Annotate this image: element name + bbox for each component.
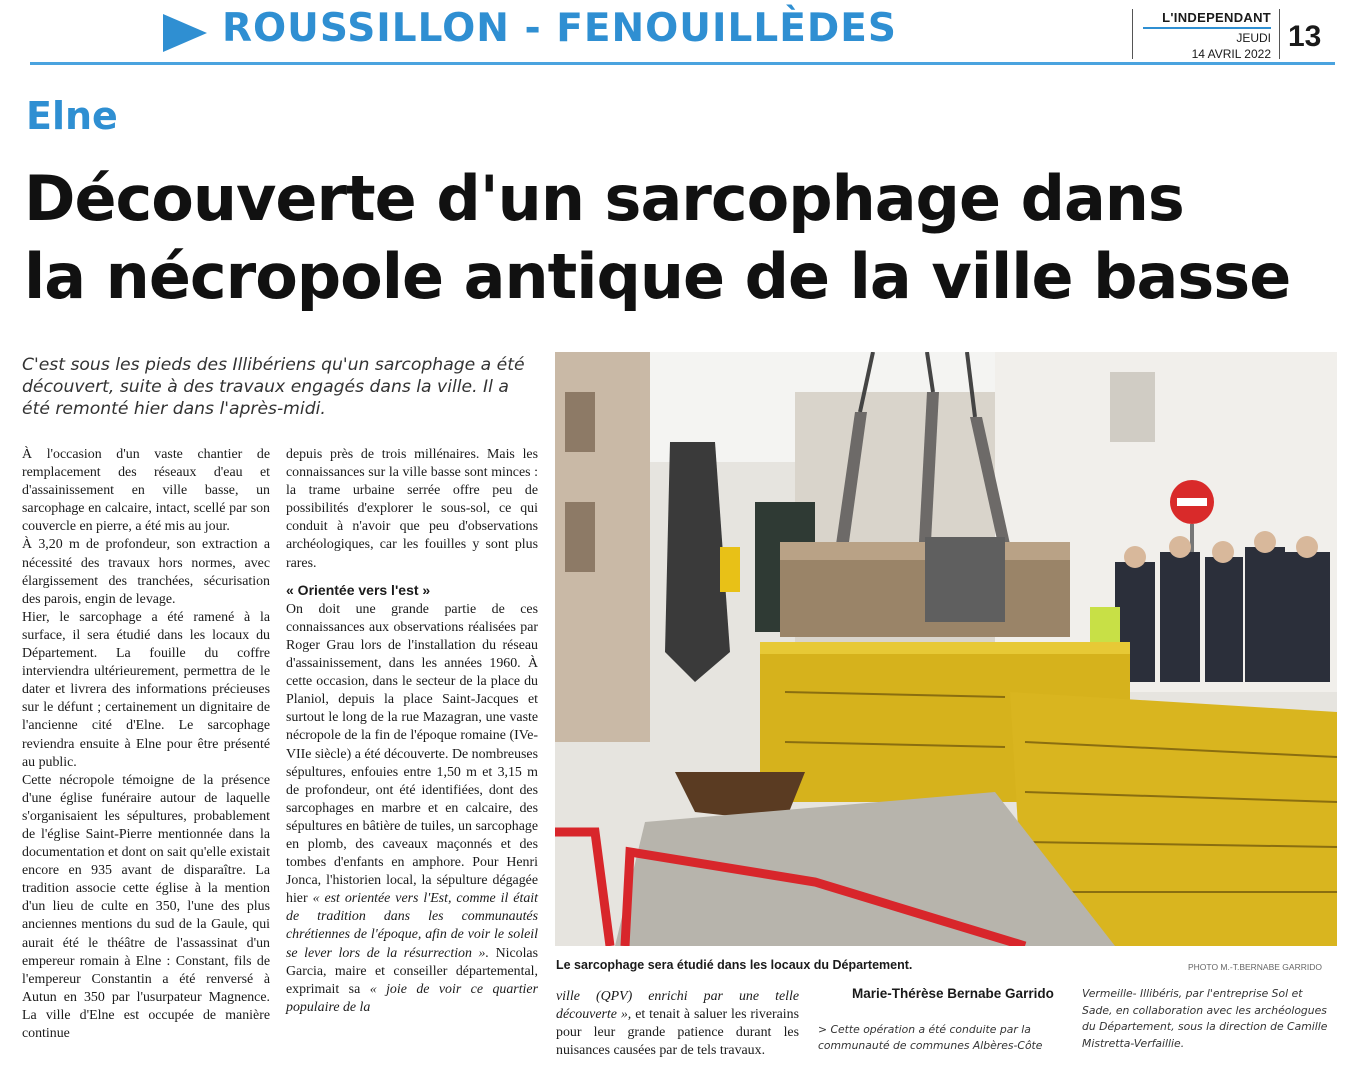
masthead-box [1132,9,1280,59]
article-author: Marie-Thérèse Bernabe Garrido [852,986,1054,1001]
quote-text: « est orientée vers l'Est, comme il était de tradition dans les communautés chrétiennes de l'époque, afin de voir le soleil se lever lors de la résurrection ». [286,891,538,961]
quote-text: ville (QPV) enrichi par une telle découverte », [556,989,799,1023]
body-paragraph: À l'occasion d'un vaste chantier de remplacement des réseaux d'eau et d'assainissement en ville basse, un sarcophage en calcaire, intact, scellé par son couvercle en pierre, a été mis au jour. [22,447,270,535]
header-rule [30,62,1335,65]
section-title: ROUSSILLON - FENOUILLÈDES [222,6,897,51]
body-paragraph: À 3,20 m de profondeur, son extraction a nécessité des travaux hors normes, avec élargissement des tranchées, sécurisation des parois, engin de levage. [22,537,270,607]
photo-credit: PHOTO M.-T.BERNABE GARRIDO [1188,962,1322,972]
issue-date: 14 AVRIL 2022 [1191,47,1271,61]
article-lead: C'est sous les pieds des Illibériens qu'un sarcophage a été découvert, suite à des travaux engagés dans la ville. Il a été remonté hier dans l'après-midi. [22,355,525,419]
body-text: On doit une grande partie de ces connaissances aux observations réalisées par Roger Grau lors de l'installation du réseau d'assainissement, dans les années 1960. À cette occasion, dans le secteur de la place du Planiol, depuis la place Saint-Jacques et surtout le long de la rue Mazagran, une vaste nécropole de la fin de l'époque romaine (IVe-VIIe siècle) a été découverte. De nombreuses sépultures, enfouies entre 1,50 m et 3,15 m de profondeur, ont été identifiées, dont des sarcophages en marbre et en calcaire, des sépultures en bâtière de tuiles, un sarcophage en plomb, des caveaux maçonnés et des tombes d'enfants en amphore. Pour Henri Jonca, l'historien local, la sépulture dégagée hier [286,601,538,907]
article-location: Elne [26,94,118,138]
page-number: 13 [1288,20,1322,53]
body-paragraph: depuis près de trois millénaires. Mais les connaissances sur la ville basse sont minces : la trame urbaine serrée offre peu de possibilités d'explorer le sous-sol, ce qui conduit à n'avoir que peu d'observations archéologiques, car les fouilles y sont plus rares. [286,447,538,571]
body-text: et tenait à saluer les riverains pour leur grande patience durant les nuisances causées par de tels travaux. [556,1007,799,1059]
body-column-1 [22,446,270,1043]
masthead-rule [1143,27,1271,29]
body-paragraph: Cette nécropole témoigne de la présence d'une église funéraire autour de laquelle s'organisaient les sépultures, probablement de l'église Saint-Pierre mentionnée dans la documentation et dont on sait qu'elle existait encore en 935 avant de disparaître. La tradition associe cette église à la mention d'un lieu de culte en 350, l'une des plus anciennes mentions du sud de la Gaule, qui aurait été le théâtre de l'assassinat d'un empereur romain à Elne : Constant, fils de l'empereur Constantin a été renversé à Autun en 350 par l'usurpateur Magnence. La ville d'Elne est occupée de manière continue [22,772,270,1041]
body-column-3 [556,988,799,1060]
article-subhead: « Orientée vers l'est » [286,581,431,598]
article-note-start: > Cette opération a été conduite par la communauté de communes Albères-Côte [818,1023,1043,1052]
sarcophagus-lift-illustration [555,352,1337,946]
article-photo [555,352,1337,946]
headline-line-2: la nécropole antique de la ville basse [24,240,1291,313]
body-paragraph [286,601,538,1017]
body-text: Nicolas Garcia, maire et conseiller départemental, exprimait sa [286,945,538,997]
body-paragraph [556,988,799,1060]
headline-line-1: Découverte d'un sarcophage dans [24,162,1184,235]
section-arrow-icon [163,14,207,52]
photo-caption: Le sarcophage sera étudié dans les locaux du Département. [556,958,913,972]
article-headline [24,160,1344,316]
body-paragraph: Hier, le sarcophage a été ramené à la surface, il sera étudié dans les locaux du Département. La fouille du coffre interviendra ultérieurement, permettra de le dater et livrera des informations précieuses sur le défunt ; certainement un dignitaire de l'ancienne cité d'Elne. Le sarcophage reviendra ensuite à Elne pour être présenté au public. [22,609,270,770]
body-column-2 [286,446,538,1017]
quote-text: « joie de voir ce quartier populaire de la [286,981,538,1015]
newspaper-name: L'INDEPENDANT [1162,10,1271,25]
article-note-end: Vermeille- Illibéris, par l'entreprise Sol et Sade, en collaboration avec les archéologues du Département, sous la direction de Camille Mistretta-Verfaillie. [1082,987,1328,1050]
issue-day: JEUDI [1236,31,1271,45]
